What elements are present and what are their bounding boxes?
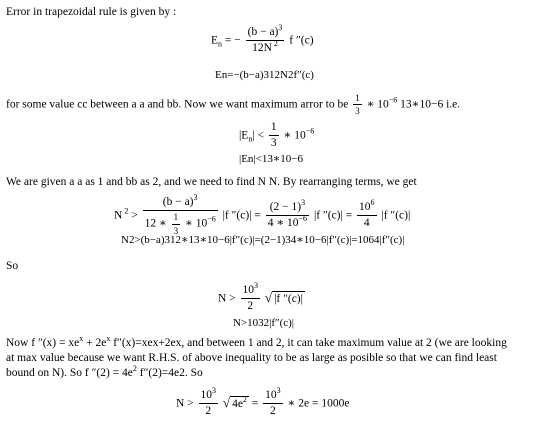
rearranged-fraction-1: $(b - a)^3$ 12 ∗ $\frac{1}{3}$ ∗ $10^{-6}$ [144,193,216,236]
formula-rhs: f ″(c) [289,34,314,47]
n-bound: N > $\frac{10^3}{2}$ √ |f ″(c)| [218,281,303,313]
one-third-fraction: $\frac{1}{3}$ [355,93,360,117]
sqrt-symbol: √ |f ″(c)| [264,290,303,306]
formula-lhs-sub: n [218,39,223,49]
rearranged-fraction-3: $\frac{10^6}{4}$ [359,198,375,230]
given-line: We are given a a as 1 and bb as 2, and we need to find N N. By rearranging terms, we get [6,176,417,188]
formula-fraction [246,23,285,55]
n-bound-fraction: $\frac{10^3}{2}$ [242,281,259,313]
derivative-line-1: Now f $''(x) = xe^x + 2e^x$ f″(x)=xex+2ex, and between 1 and 2, it can take maximum value at 2 (we are looking [6,334,507,349]
rearranged-inequality: N $^2$ > $(b - a)^3$ 12 ∗ $\frac{1}{3}$ ∗ $10^{-6}$ |f ″(c)| = $\frac{(2 - 1)^3}{4 ∗ 10^{-6}}$ |f ″(c)| = $\frac{10^6}{4}$ |f ″(c)| [114,193,411,236]
error-bound: $|E_n|$ < $\frac{1}{3}$ ∗ $10^{-6}$ [239,121,315,150]
n-bound-plain: N>1032|f″(c)| [233,317,295,329]
final-result: N > $\frac{10^3}{2}$ √ $4e^2$ = $\frac{10^3}{2}$ ∗ 2e = 1000e [176,386,350,418]
error-bound-fraction: $\frac{1}{3}$ [270,121,277,150]
final-fraction-1: $\frac{10^3}{2}$ [200,386,217,418]
formula-denominator: 12N $^2$ [246,40,285,55]
derivative-line-3: bound on N). So f $''(2) = 4e^2$ f″(2)=4e2. So [6,364,203,379]
rearranged-inequality-plain: N2>(b−a)312∗13∗10−6|f″(c)|=(2−1)34∗10−6|f″(c)|=1064|f″(c)| [121,234,405,246]
so-label: So [6,260,19,272]
intro-line: Error in trapezoidal rule is given by : [6,6,177,18]
formula-lhs: E [211,34,219,47]
final-fraction-2: $\frac{10^3}{2}$ [265,386,281,418]
final-sqrt-symbol: √ $4e^2$ [222,395,247,411]
formula-eq: = − [222,34,241,47]
derivative-line-2: at max value because we want R.H.S. of above inequality to be as large as posible so that we can find least [6,352,497,364]
formula-numerator: $(b - a)^3$ [247,23,283,38]
error-formula-plain: En=−(b−a)312N2f″(c) [215,69,314,81]
error-bound-plain: |En|<13∗10−6 [239,153,304,165]
inner-one-third: $\frac{1}{3}$ [173,212,179,236]
rearranged-fraction-2: $\frac{(2 - 1)^3}{4 ∗ 10^{-6}}$ [267,198,308,230]
error-formula [211,23,314,55]
max-error-line: for some value cc between a a and bb. Now we want maximum arror to be $\frac{1}{3}$ ∗ $10^{-6}$ 13∗10−6 i.e. [6,93,461,117]
